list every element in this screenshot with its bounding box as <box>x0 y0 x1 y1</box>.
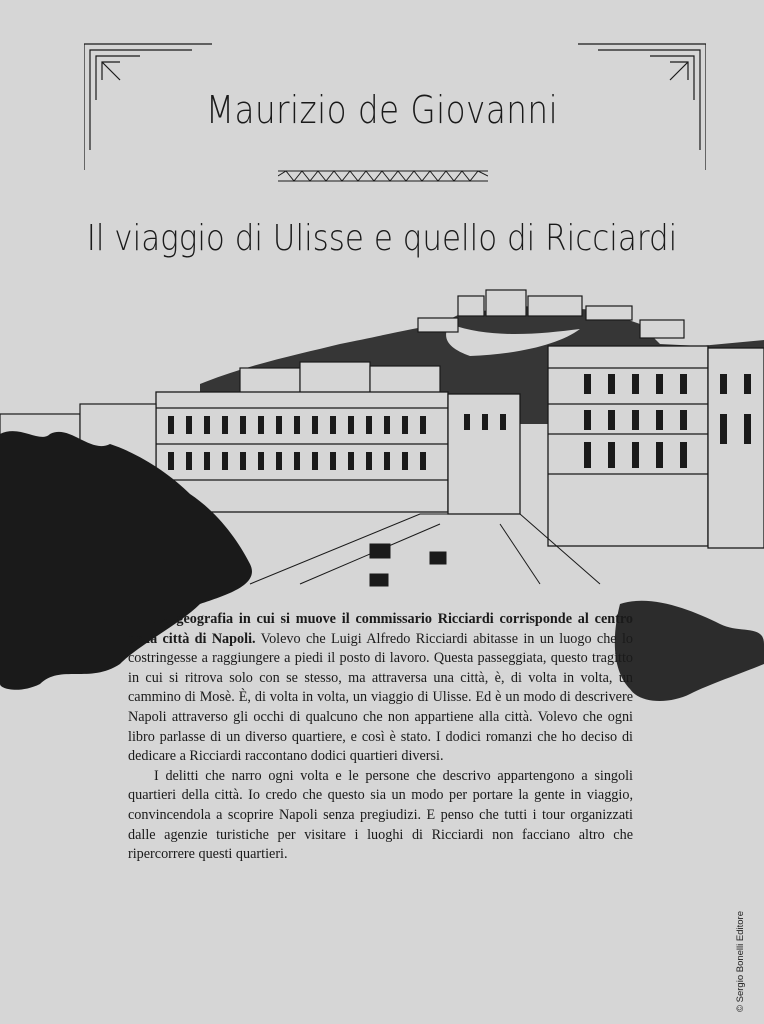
ornamental-divider <box>278 168 488 184</box>
paragraph-2: I delitti che narro ogni volta e le persone che descrivo appartengono a singoli quartieri della città. Io credo che questo sia un modo per portare la gente in viaggio, convincendola a scoprire Napoli senza pregiudizi. E penso che tutti i tour organizzati dalle agenzie turistiche per visitare i luoghi di Ricciardi non facciano altro che ripercorrere questi quartieri. <box>128 767 633 863</box>
copyright-credit: © Sergio Bonelli Editore <box>735 911 746 1012</box>
paragraph-1-lead: La geografia in cui si muove il commissario Ricciardi corrisponde al centro della città di Napoli. <box>128 611 633 647</box>
paragraph-1 <box>128 610 633 767</box>
paragraph-1-rest: Volevo che Luigi Alfredo Ricciardi abitasse in un luogo che lo costringesse a raggiungere a piedi il posto di lavoro. Questa passeggiata, questo tragitto in cui si ritrova solo con se stesso, ma attraversa una città, è, di volta in volta, un cammino di Mosè. È, di volta in volta, un viaggio di Ulisse. Ed è un modo di descrivere Napoli attraverso gli occhi di qualcuno che non appartiene alla città. Volevo che ogni libro parlasse di un diverso quartiere, e così è stato. I dodici romanzi che ho deciso di dedicare a Ricciardi raccontano dodici quartieri diversi. <box>128 630 633 765</box>
article-body <box>128 610 633 865</box>
article-title: Il viaggio di Ulisse e quello di Ricciardi <box>86 218 678 259</box>
author-name: Maurizio de Giovanni <box>205 88 559 132</box>
